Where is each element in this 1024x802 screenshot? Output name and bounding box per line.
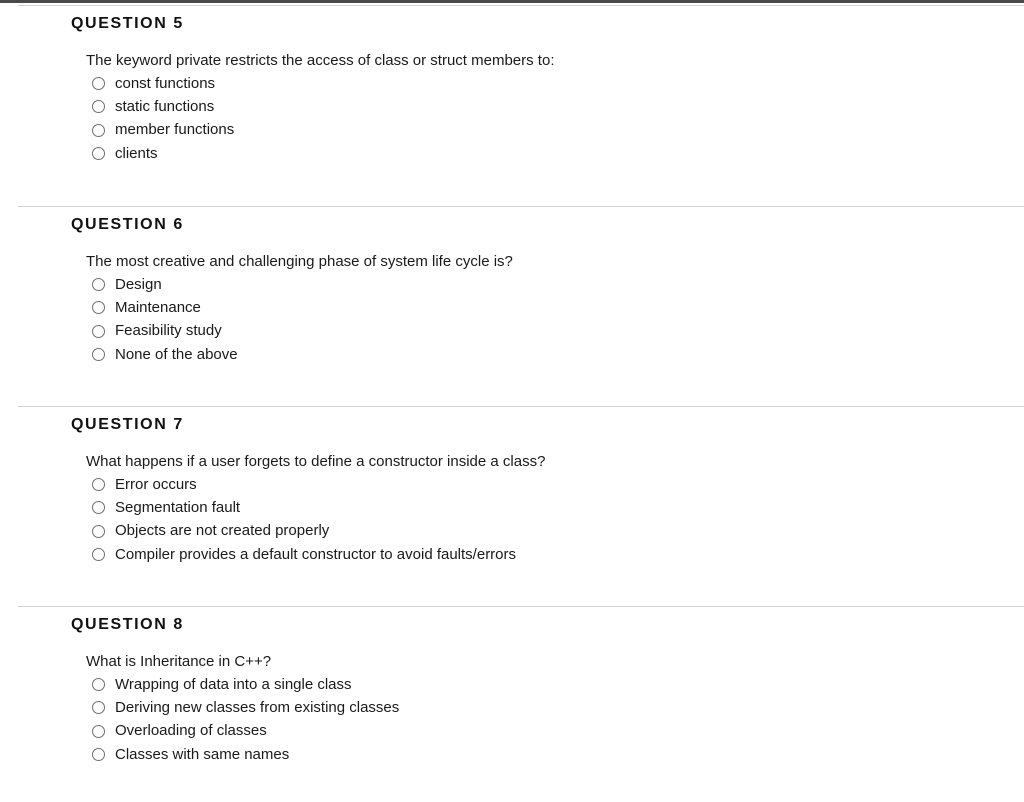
answer-option[interactable]: [92, 343, 238, 366]
option-label[interactable]: Compiler provides a default constructor to avoid faults/errors: [115, 545, 517, 563]
option-label[interactable]: Segmentation fault: [115, 498, 241, 516]
answer-options: [92, 473, 516, 566]
answer-options: [92, 273, 238, 366]
option-label[interactable]: Objects are not created properly: [115, 522, 330, 540]
question-title: QUESTION 7: [71, 416, 184, 433]
answer-option[interactable]: [92, 95, 234, 118]
option-label[interactable]: clients: [115, 144, 158, 162]
option-label[interactable]: static functions: [115, 97, 215, 115]
answer-option[interactable]: [92, 72, 234, 95]
answer-option[interactable]: [92, 273, 238, 296]
answer-option[interactable]: [92, 320, 238, 343]
radio-button-icon[interactable]: [92, 325, 105, 338]
answer-option[interactable]: [92, 142, 234, 165]
radio-button-icon[interactable]: [92, 678, 105, 691]
answer-option[interactable]: [92, 720, 399, 743]
radio-button-icon[interactable]: [92, 748, 105, 761]
radio-button-icon[interactable]: [92, 77, 105, 90]
option-label[interactable]: Deriving new classes from existing classes: [115, 698, 400, 716]
radio-button-icon[interactable]: [92, 124, 105, 137]
option-label[interactable]: Error occurs: [115, 475, 197, 493]
option-label[interactable]: member functions: [115, 121, 235, 139]
question-7: [0, 406, 1024, 606]
answer-option[interactable]: [92, 520, 516, 543]
radio-button-icon[interactable]: [92, 548, 105, 561]
answer-option[interactable]: [92, 119, 234, 142]
question-divider: [18, 606, 1024, 607]
answer-option[interactable]: [92, 673, 399, 696]
question-title: QUESTION 6: [71, 216, 184, 233]
option-label[interactable]: None of the above: [115, 345, 238, 363]
radio-button-icon[interactable]: [92, 100, 105, 113]
answer-option[interactable]: [92, 543, 516, 566]
answer-options: [92, 673, 399, 766]
option-label[interactable]: Maintenance: [115, 298, 201, 316]
question-prompt: The most creative and challenging phase of system life cycle is?: [86, 253, 513, 270]
radio-button-icon[interactable]: [92, 501, 105, 514]
question-prompt: The keyword private restricts the access of class or struct members to:: [86, 52, 555, 69]
answer-option[interactable]: [92, 743, 399, 766]
question-prompt: What is Inheritance in C++?: [86, 653, 272, 670]
option-label[interactable]: Overloading of classes: [115, 722, 267, 740]
radio-button-icon[interactable]: [92, 525, 105, 538]
option-label[interactable]: Feasibility study: [115, 322, 222, 340]
option-label[interactable]: Wrapping of data into a single class: [115, 675, 352, 693]
question-prompt: What happens if a user forgets to define a constructor inside a class?: [86, 453, 546, 470]
answer-option[interactable]: [92, 473, 516, 496]
question-divider: [18, 406, 1024, 407]
radio-button-icon[interactable]: [92, 478, 105, 491]
radio-button-icon[interactable]: [92, 301, 105, 314]
option-label[interactable]: const functions: [115, 74, 216, 92]
question-title: QUESTION 8: [71, 616, 184, 633]
answer-options: [92, 72, 234, 165]
radio-button-icon[interactable]: [92, 147, 105, 160]
option-label[interactable]: Design: [115, 275, 162, 293]
question-title: QUESTION 5: [71, 15, 184, 32]
radio-button-icon[interactable]: [92, 278, 105, 291]
answer-option[interactable]: [92, 696, 399, 719]
radio-button-icon[interactable]: [92, 348, 105, 361]
answer-option[interactable]: [92, 296, 238, 319]
answer-option[interactable]: [92, 496, 516, 519]
question-8: [0, 606, 1024, 802]
question-6: [0, 206, 1024, 406]
top-border: [0, 0, 1024, 3]
radio-button-icon[interactable]: [92, 701, 105, 714]
option-label[interactable]: Classes with same names: [115, 745, 290, 763]
question-5: [0, 5, 1024, 205]
question-divider: [18, 206, 1024, 207]
radio-button-icon[interactable]: [92, 725, 105, 738]
